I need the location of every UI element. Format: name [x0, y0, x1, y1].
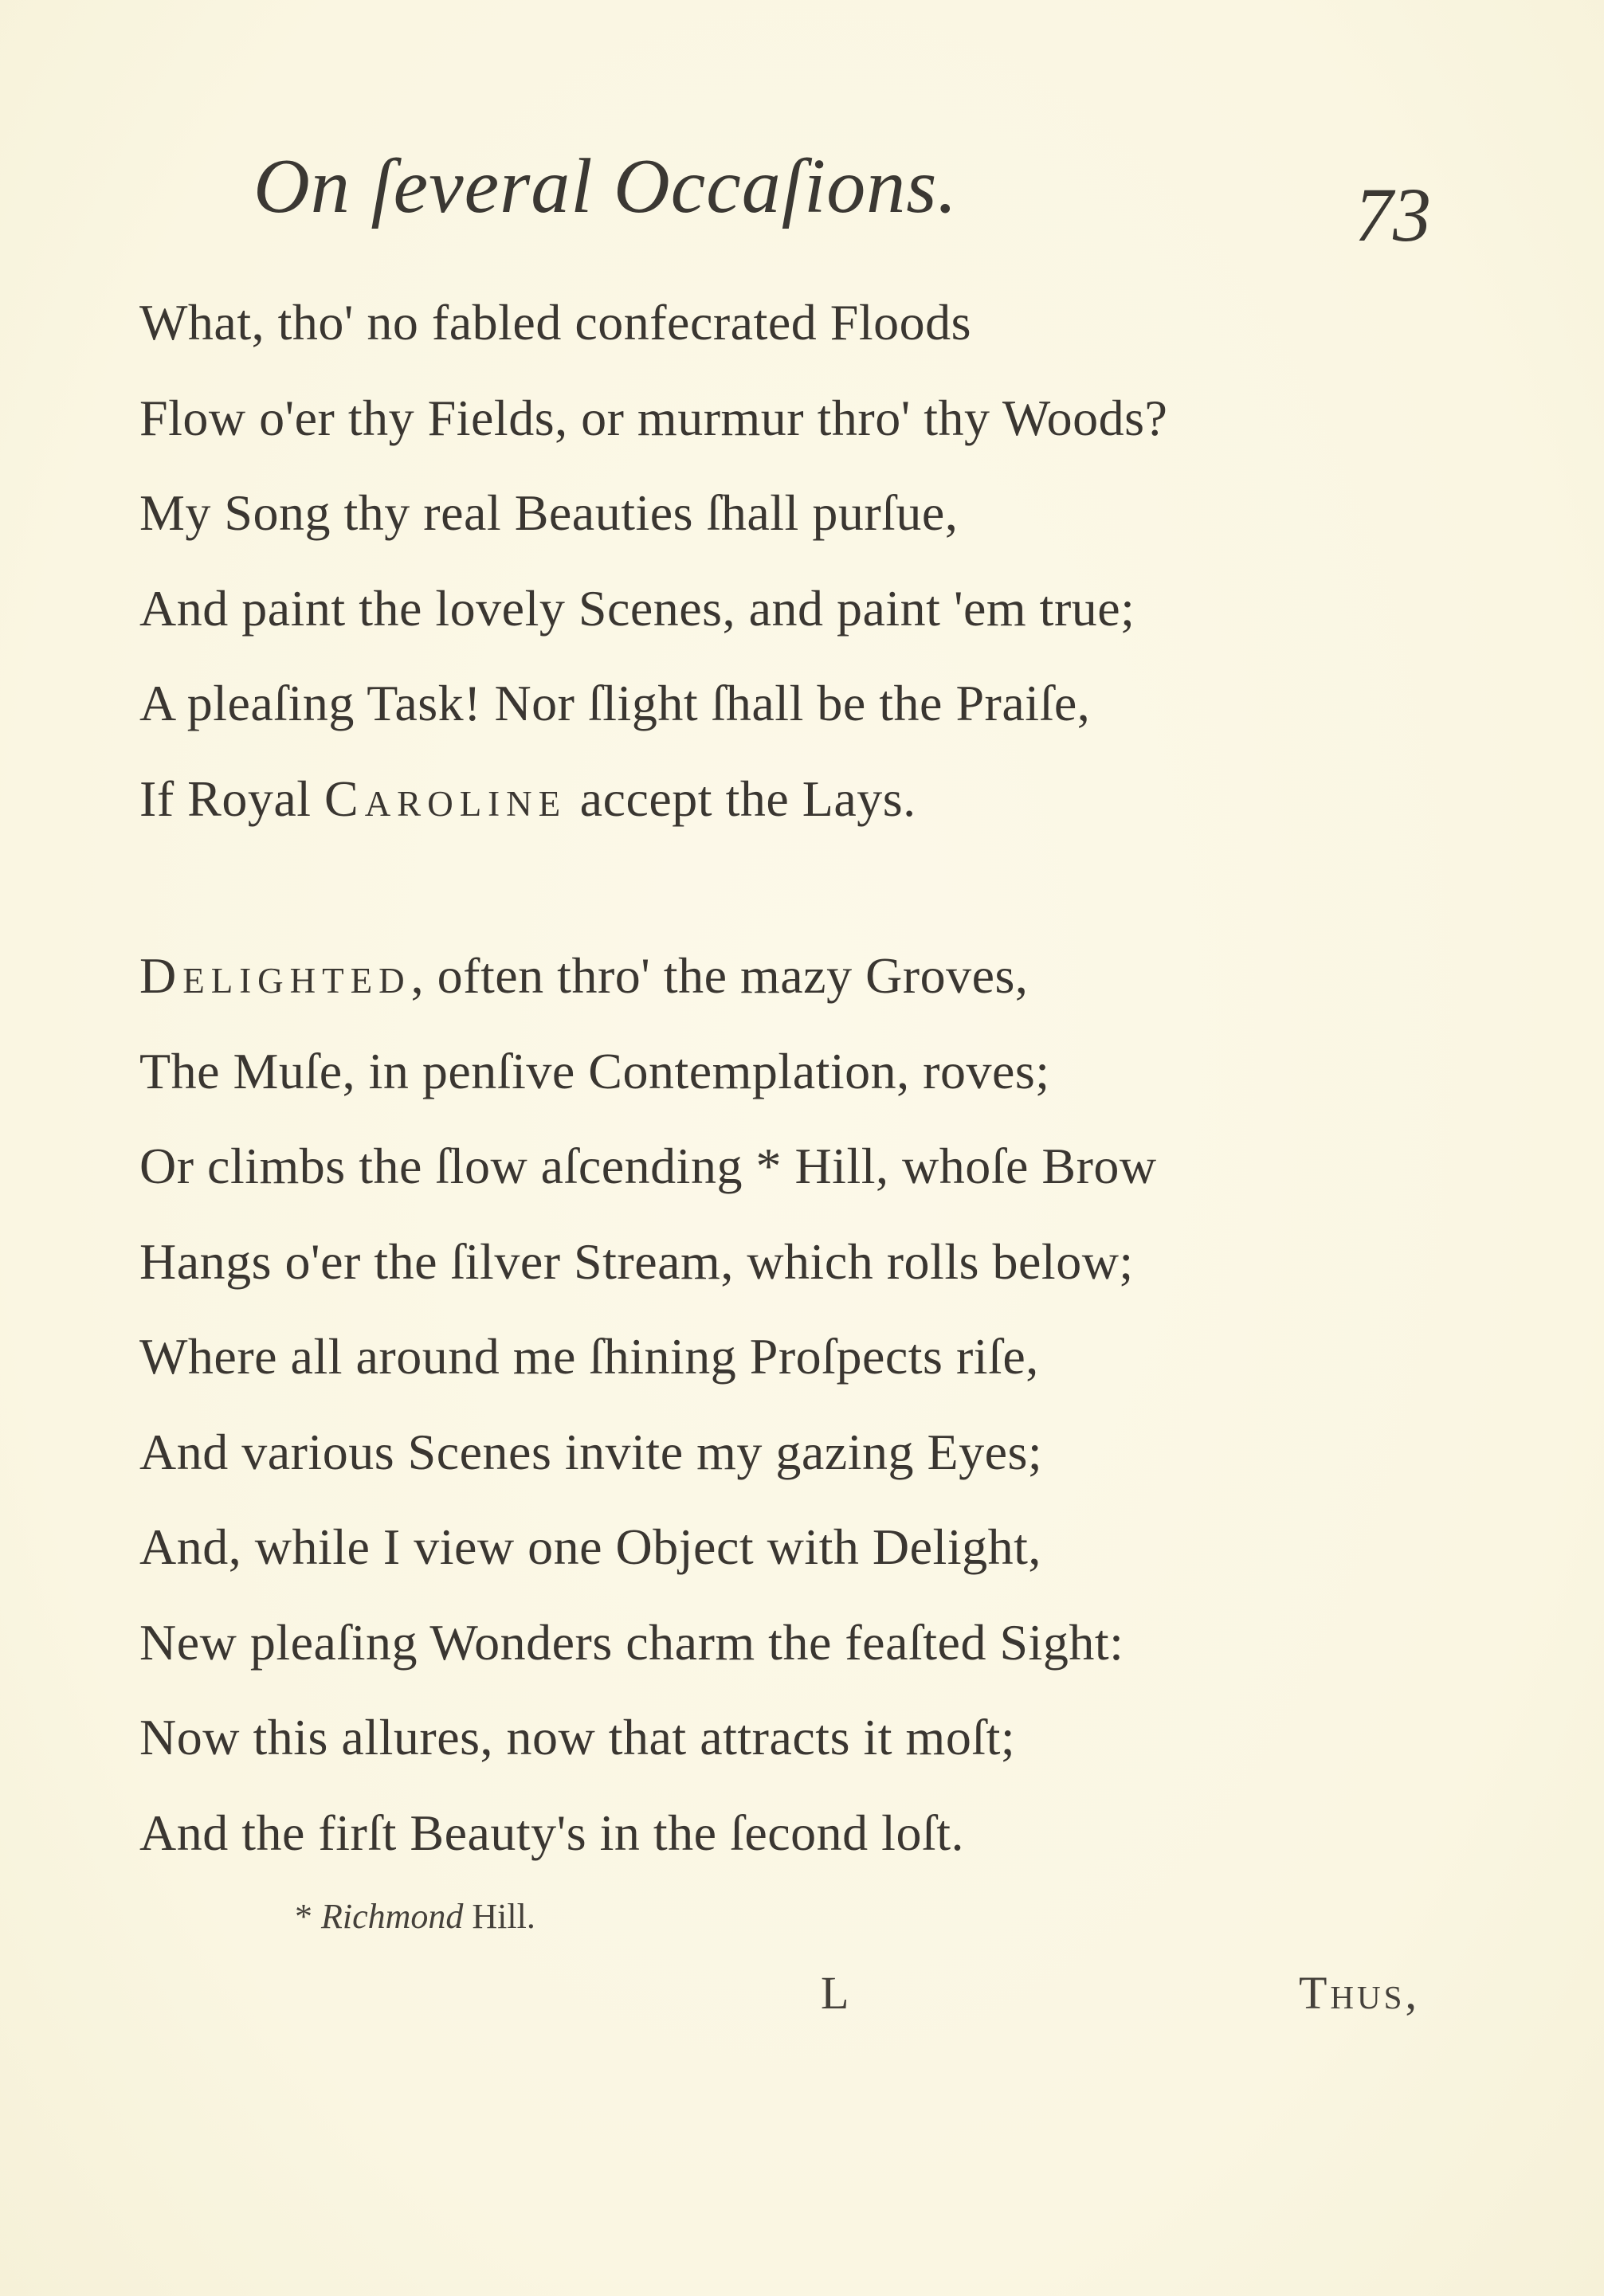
- footnote-place-name: Richmond: [321, 1897, 464, 1936]
- verse-line: Where all around me ſhining Proſpects riſe,: [139, 1328, 1039, 1385]
- stanza-2: [139, 928, 1157, 1880]
- verse-line: And paint the lovely Scenes, and paint 'em true;: [139, 579, 1135, 637]
- page-number: 73: [1355, 172, 1431, 257]
- verse-line: [139, 751, 1167, 847]
- verse-text: If Royal: [139, 770, 324, 827]
- verse-line: Hangs o'er the ſilver Stream, which rolls below;: [139, 1232, 1134, 1290]
- dedicatee-name: Caroline: [324, 770, 567, 827]
- footnote-marker: *: [295, 1897, 321, 1936]
- verse-line: New pleaſing Wonders charm the feaſted Sight:: [139, 1613, 1124, 1671]
- verse-line: Flow o'er thy Fields, or murmur thro' thy Woods?: [139, 389, 1168, 446]
- catchword: Thus,: [1299, 1967, 1420, 2019]
- signature-mark: L: [821, 1967, 849, 2019]
- footnote: [295, 1896, 535, 1937]
- verse-line: Or climbs the ſlow aſcending * Hill, whoſe Brow: [139, 1138, 1157, 1194]
- verse-line: My Song thy real Beauties ſhall purſue,: [139, 484, 959, 541]
- verse-text: accept the Lays.: [567, 770, 916, 827]
- verse-line: And various Scenes invite my gazing Eyes;: [139, 1423, 1043, 1480]
- running-title: On ſeveral Occaſions.: [253, 143, 958, 229]
- stanza-opening-word: Delighted: [139, 947, 411, 1004]
- verse-line: The Muſe, in penſive Contemplation, roves;: [139, 1042, 1050, 1099]
- verse-line: And, while I view one Object with Delight,: [139, 1518, 1041, 1575]
- verse-text: , often thro' the mazy Groves,: [410, 947, 1029, 1004]
- verse-line: Now this allures, now that attracts it moſt;: [139, 1709, 1016, 1765]
- verse-line: [139, 928, 1157, 1024]
- verse-line: A pleaſing Task! Nor ſlight ſhall be the Praiſe,: [139, 675, 1091, 731]
- verse-line: What, tho' no fabled confecrated Floods: [139, 294, 972, 351]
- stanza-1: [139, 275, 1167, 846]
- verse-line: And the firſt Beauty's in the ſecond loſt.: [139, 1804, 964, 1861]
- footnote-text: Hill.: [463, 1897, 535, 1936]
